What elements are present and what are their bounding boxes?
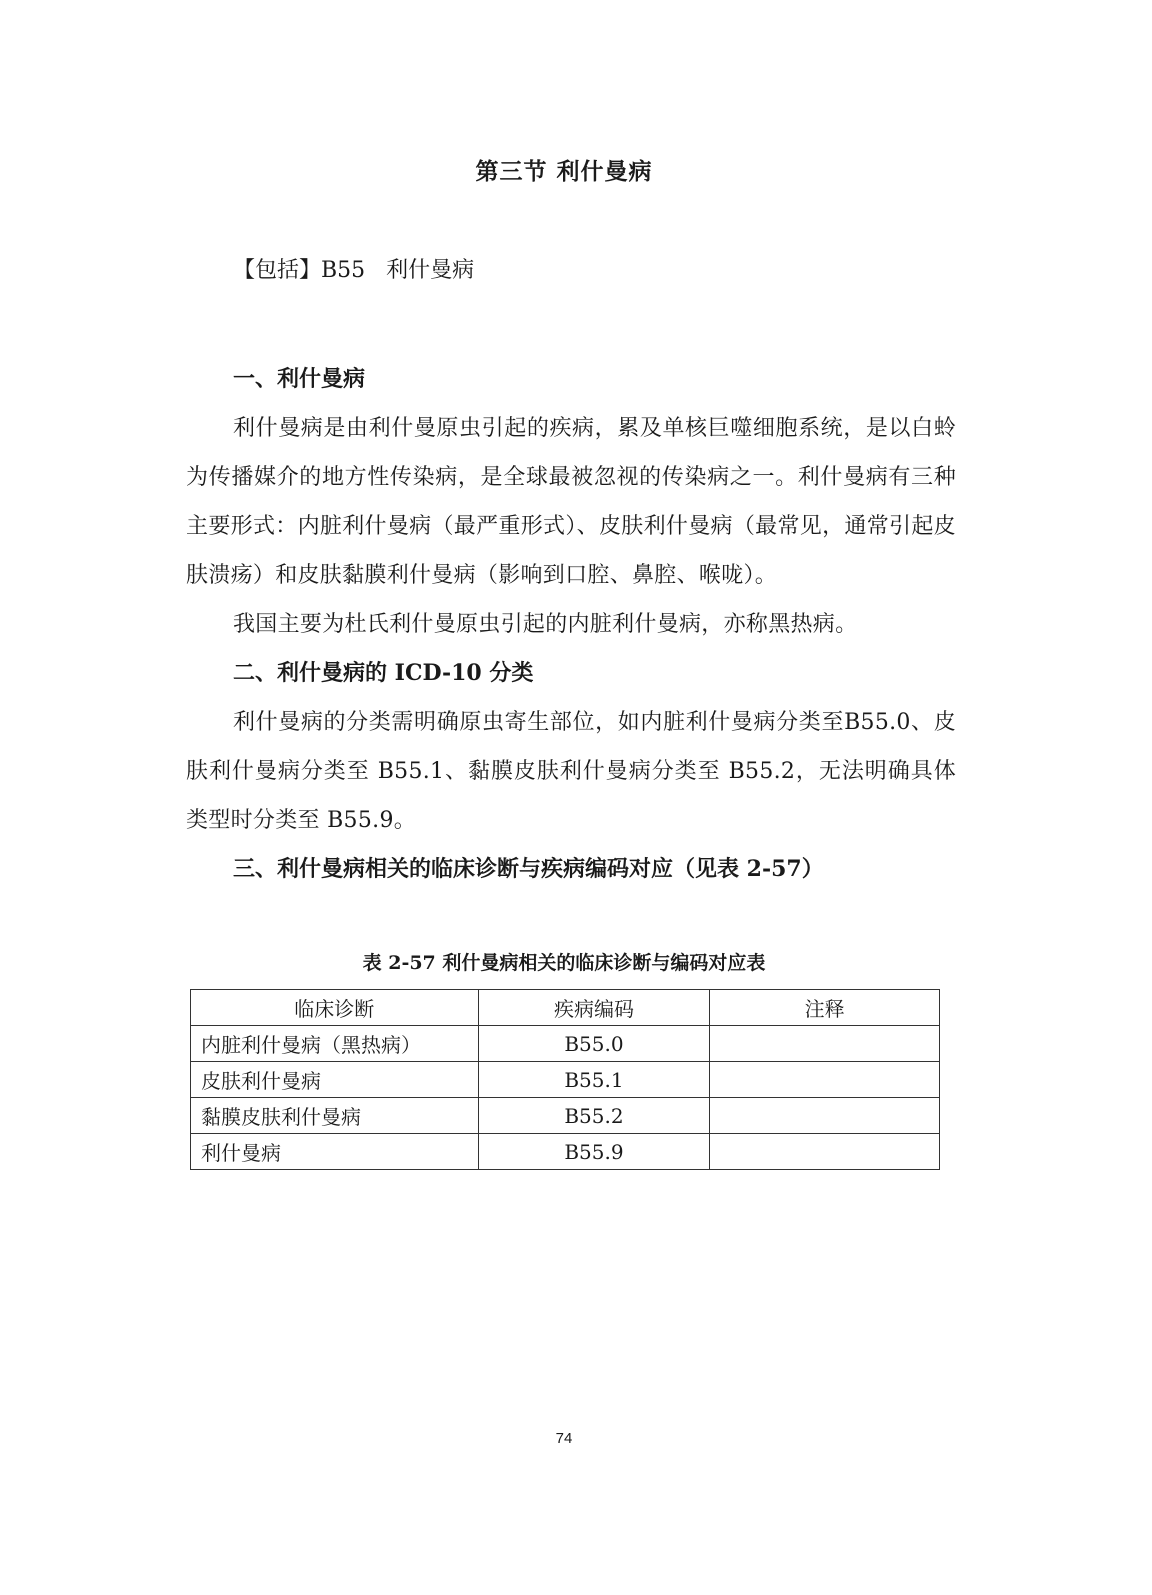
header-clinical-diagnosis: 临床诊断 <box>191 990 479 1026</box>
diagnosis-cell: 黏膜皮肤利什曼病 <box>191 1098 479 1134</box>
code-cell: B55.2 <box>478 1098 710 1134</box>
table-row <box>191 1062 940 1098</box>
heading-icd10-classification: 二、利什曼病的 ICD-10 分类 <box>233 660 534 686</box>
paragraph-definition: 利什曼病是由利什曼原虫引起的疾病，累及单核巨噬细胞系统，是以白蛉为传播媒介的地方性传染病，是全球最被忽视的传染病之一。利什曼病有三种主要形式：内脏利什曼病（最严重形式）、皮肤利什曼病（最常见，通常引起皮肤溃疡）和皮肤黏膜利什曼病（影响到口腔、鼻腔、喉咙）。 <box>186 416 956 588</box>
code-cell: B55.9 <box>478 1134 710 1170</box>
paragraph-china: 我国主要为杜氏利什曼原虫引起的内脏利什曼病，亦称黑热病。 <box>233 612 858 637</box>
header-disease-code: 疾病编码 <box>478 990 710 1026</box>
table-row <box>191 1134 940 1170</box>
code-cell: B55.0 <box>478 1026 710 1062</box>
table-row <box>191 1026 940 1062</box>
note-cell <box>710 1098 940 1134</box>
diagnosis-cell: 利什曼病 <box>191 1134 479 1170</box>
page-number: 74 <box>555 1430 573 1447</box>
table-header-row <box>191 990 940 1026</box>
diagnosis-cell: 内脏利什曼病（黑热病） <box>191 1026 479 1062</box>
note-cell <box>710 1134 940 1170</box>
section-title: 第三节 利什曼病 <box>475 158 653 185</box>
table-row <box>191 1098 940 1134</box>
include-line: 【包括】B55 利什曼病 <box>233 258 475 283</box>
body-text <box>186 355 956 894</box>
heading-leishmaniasis: 一、利什曼病 <box>233 366 366 392</box>
table-caption: 表 2-57 利什曼病相关的临床诊断与编码对应表 <box>362 952 766 974</box>
code-cell: B55.1 <box>478 1062 710 1098</box>
heading-clinical-mapping: 三、利什曼病相关的临床诊断与疾病编码对应（见表 2-57） <box>233 856 824 882</box>
paragraph-classification: 利什曼病的分类需明确原虫寄生部位，如内脏利什曼病分类至B55.0、皮肤利什曼病分类至 B55.1、黏膜皮肤利什曼病分类至 B55.2，无法明确具体类型时分类至 B55.9。 <box>186 710 956 833</box>
diagnosis-cell: 皮肤利什曼病 <box>191 1062 479 1098</box>
note-cell <box>710 1026 940 1062</box>
diagnosis-code-table <box>190 989 940 1170</box>
note-cell <box>710 1062 940 1098</box>
header-notes: 注释 <box>710 990 940 1026</box>
